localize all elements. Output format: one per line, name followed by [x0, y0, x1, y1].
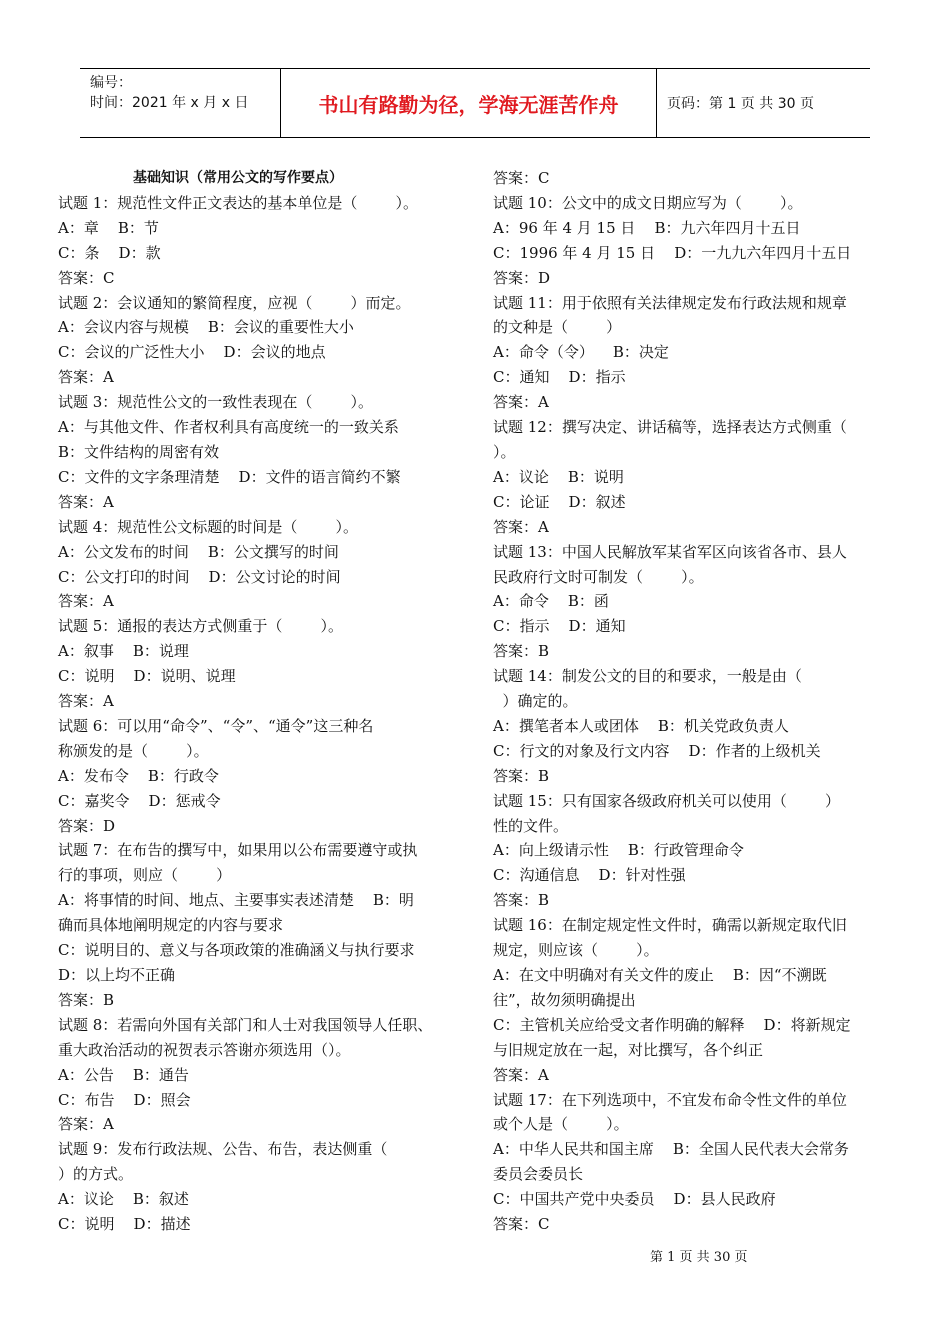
text-line: 答案：A [58, 368, 114, 387]
text-line: 试题 13：中国人民解放军某省军区向该省各市、县人 [493, 542, 847, 561]
text-line: C：论证 D：叙述 [493, 492, 626, 511]
text-line: A：在文中明确对有关文件的废止 B：因“不溯既 [493, 966, 827, 984]
text-line: 试题 4：规范性公文标题的时间是（ ）。 [58, 517, 358, 536]
text-line: A：议论 B：叙述 [58, 1190, 189, 1209]
text-line: 规定，则应该（ ）。 [493, 941, 659, 960]
text-line: 试题 15：只有国家各级政府机关可以使用（ ） [493, 791, 841, 810]
header-meta [80, 69, 280, 137]
page-header [80, 68, 870, 138]
text-line: 试题 16：在制定规定性文件时，确需以新规定取代旧 [493, 916, 847, 935]
text-line: A：章 B：节 [58, 218, 159, 237]
text-line: A：命令（令） B：决定 [493, 343, 669, 362]
text-line: 称颁发的是（ ）。 [58, 741, 209, 760]
document-title: 基础知识（常用公文的写作要点） [133, 170, 343, 186]
text-line: 答案：A [493, 393, 549, 412]
text-line: 答案：A [58, 692, 114, 711]
text-line: 民政府行文时可制发（ ）。 [493, 567, 704, 586]
text-line: 与旧规定放在一起，对比撰写，各个纠正 [493, 1040, 764, 1059]
text-line: 试题 12：撰写决定、讲话稿等，选择表达方式侧重（ [493, 418, 847, 437]
text-line: 试题 17：在下列选项中，不宜发布命令性文件的单位 [493, 1090, 847, 1109]
text-line: 行的事项，则应（ ） [58, 866, 232, 885]
text-line: 答案：D [493, 268, 551, 287]
text-line: 答案：C [493, 169, 550, 187]
left-column [58, 166, 458, 1237]
text-line: 试题 9：发布行政法规、公告、布告，表达侧重（ [58, 1140, 388, 1159]
time-label: 时间：2021 年 x 月 x 日 [90, 95, 249, 111]
text-line: 答案：A [58, 1115, 114, 1134]
text-line: 答案：B [493, 642, 550, 661]
text-line: C：1996 年 4 月 15 日 D：一九九六年四月十五日 [493, 243, 852, 262]
text-line: C：说明目的、意义与各项政策的准确涵义与执行要求 [58, 941, 415, 960]
right-column [493, 166, 893, 1237]
text-line: 试题 6：可以用“命令”、“令”、“通令”这三种名 [58, 716, 374, 735]
text-line: 试题 10：公文中的成文日期应写为（ ）。 [493, 193, 803, 212]
text-line: 试题 2：会议通知的繁简程度，应视（ ）而定。 [58, 293, 411, 312]
text-line: A：与其他文件、作者权利具有高度统一的一致关系 [58, 418, 399, 437]
text-line: A：96 年 4 月 15 日 B：九六年四月十五日 [493, 218, 801, 237]
text-line: C：通知 D：指示 [493, 368, 626, 387]
text-line: A：撰笔者本人或团体 B：机关党政负责人 [493, 716, 789, 735]
text-line: 答案：C [493, 1215, 550, 1234]
text-line: 答案：A [58, 492, 114, 511]
text-line: C：条 D：款 [58, 243, 161, 262]
text-line: A：中华人民共和国主席 B：全国人民代表大会常务 [493, 1140, 849, 1159]
text-line: 重大政治活动的祝贺表示答谢亦须选用（）。 [58, 1040, 351, 1059]
text-line: 往”，故勿须明确提出 [493, 990, 636, 1009]
text-line: 答案：A [493, 517, 549, 536]
text-line: 答案：B [58, 990, 115, 1009]
text-line: A：将事情的时间、地点、主要事实表述清楚 B：明 [58, 891, 414, 910]
text-line: C：公文打印的时间 D：公文讨论的时间 [58, 567, 341, 586]
text-line: 答案：A [493, 1065, 549, 1084]
text-line: C：说明 D：说明、说理 [58, 667, 236, 686]
text-line: 性的文件。 [493, 816, 569, 835]
text-line: A：议论 B：说明 [493, 467, 624, 486]
text-line: ）。 [493, 442, 516, 461]
text-line: 或个人是（ ）。 [493, 1115, 629, 1134]
text-line: C：指示 D：通知 [493, 617, 626, 636]
text-line: C：嘉奖令 D：惩戒令 [58, 791, 221, 810]
text-line: 委员会委员长 [493, 1165, 584, 1184]
text-line: A：发布令 B：行政令 [58, 766, 219, 785]
text-line: A：会议内容与规模 B：会议的重要性大小 [58, 318, 354, 337]
text-line: C：文件的文字条理清楚 D：文件的语言简约不繁 [58, 467, 401, 486]
header-page-info: 页码：第 1 页 共 30 页 [667, 96, 814, 112]
text-line: A：命令 B：函 [493, 592, 609, 611]
text-line: 试题 8：若需向外国有关部门和人士对我国领导人任职、 [58, 1015, 433, 1034]
text-line: 试题 11：用于依照有关法律规定发布行政法规和规章 [493, 293, 847, 312]
text-line: C：沟通信息 D：针对性强 [493, 866, 686, 885]
text-line: 试题 14：制发公文的目的和要求，一般是由（ [493, 667, 802, 686]
text-line: ）确定的。 [493, 692, 578, 711]
text-line: 答案：C [58, 268, 115, 287]
text-line: A：叙事 B：说理 [58, 642, 189, 661]
text-line: 的文种是（ ） [493, 318, 622, 337]
text-line: 答案：A [58, 592, 114, 611]
text-line: 答案：D [58, 816, 116, 835]
text-line: C：中国共产党中央委员 D：县人民政府 [493, 1190, 776, 1209]
header-motto: 书山有路勤为径，学海无涯苦作舟 [280, 69, 657, 137]
text-line: C：行文的对象及行文内容 D：作者的上级机关 [493, 741, 821, 760]
text-line: ）的方式。 [58, 1165, 134, 1184]
text-line: 试题 1：规范性文件正文表达的基本单位是（ ）。 [58, 193, 418, 212]
page-footer: 第 1 页 共 30 页 [650, 1250, 748, 1265]
number-label: 编号： [90, 75, 132, 91]
text-line: 答案：B [493, 766, 550, 785]
text-line: 试题 5：通报的表达方式侧重于（ ）。 [58, 617, 343, 636]
text-line: C：布告 D：照会 [58, 1090, 191, 1109]
text-line: A：向上级请示性 B：行政管理命令 [493, 841, 744, 860]
text-line: B：文件结构的周密有效 [58, 442, 220, 461]
text-line: D：以上均不正确 [58, 966, 176, 984]
text-line: A：公告 B：通告 [58, 1065, 189, 1084]
text-line: 试题 7：在布告的撰写中，如果用以公布需要遵守或执 [58, 841, 418, 860]
text-line: 答案：B [493, 891, 550, 910]
text-line: 试题 3：规范性公文的一致性表现在（ ）。 [58, 393, 373, 412]
text-line: C：说明 D：描述 [58, 1215, 191, 1234]
text-line: C：会议的广泛性大小 D：会议的地点 [58, 343, 326, 362]
text-line: 确而具体地阐明规定的内容与要求 [58, 916, 284, 935]
text-line: A：公文发布的时间 B：公文撰写的时间 [58, 542, 339, 561]
text-line: C：主管机关应给受文者作明确的解释 D：将新规定 [493, 1015, 851, 1034]
